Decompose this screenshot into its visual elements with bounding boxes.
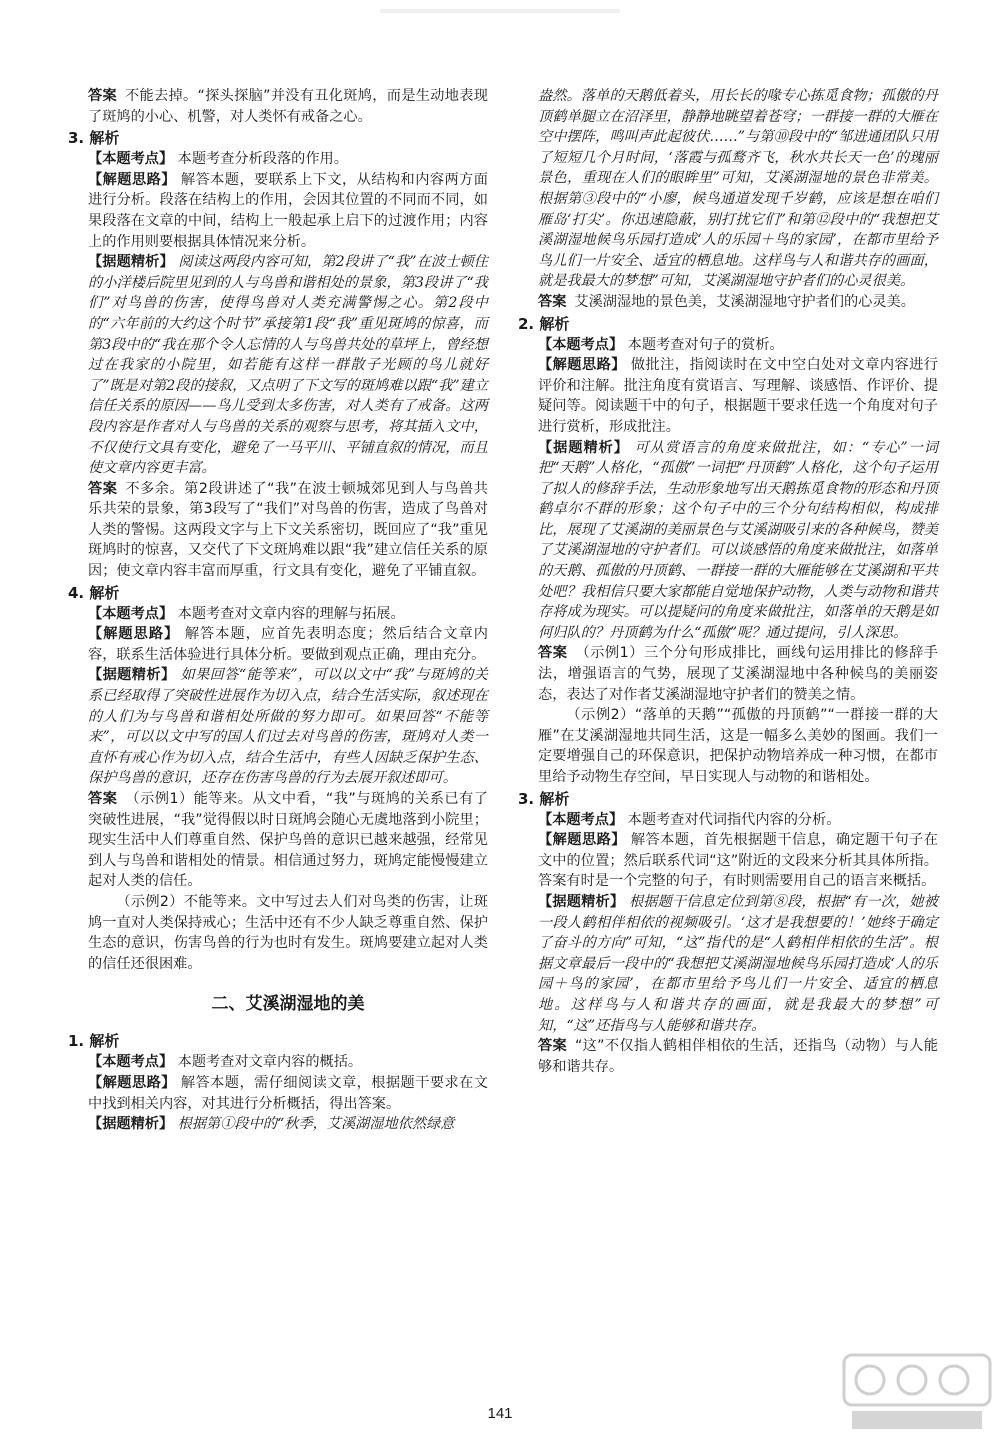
- answer-paragraph: [88, 86, 488, 127]
- paragraph-text: 解答本题，要联系上下文，从结构和内容两方面进行分析。段落在结构上的作用，会因其位置的不同而不同，如果段落在文章的中间，结构上一般起承上启下的过渡作用；内容上的作用则要根据具体情况来分析。: [88, 171, 488, 250]
- analysis-item: [88, 1073, 488, 1114]
- question-heading: 2. 解析: [518, 314, 570, 333]
- answer-paragraph: [538, 643, 938, 705]
- paragraph-text: 本题考查对句子的赏析。: [627, 336, 784, 353]
- paragraph-text: “这”不仅指人鹤相伴相依的生活，还指鸟（动物）与人能够和谐共存。: [538, 1038, 938, 1075]
- paragraph-text: 本题考查对文章内容的概括。: [177, 1054, 363, 1071]
- body-paragraph: [538, 86, 938, 292]
- analysis-item: [88, 1114, 488, 1135]
- answer-paragraph: [88, 789, 488, 892]
- item-label: 【本题考点】: [88, 1054, 174, 1071]
- item-label: 【本题考点】: [88, 151, 174, 168]
- item-label: 【据题精析】: [88, 667, 176, 684]
- item-label: 【本题考点】: [88, 605, 174, 622]
- paragraph-text: 根据第①段中的“秋季，艾溪湖湿地依然绿意: [177, 1116, 455, 1133]
- paragraph-text: 本题考查对代词指代内容的分析。: [627, 811, 841, 828]
- paragraph-text: 根据题干信息定位到第⑧段，根据“有一次，她被一段人鹤相伴相依的视频吸引。‘这才是我想要的！’她终于确定了奋斗的方向”可知，“这”指代的是“人鹤相伴相依的生活”。根据文章最后一段中的“我想把艾溪湖湿地候鸟乐园打造成‘人的乐园＋鸟的家园’，在都市里给予鸟儿们一片安全、适宜的栖息地。这样鸟与人和谐共存的画面，就是我最大的梦想”可知，“这”还指鸟与人能够和谐共存。: [538, 893, 938, 1034]
- item-label: 【据题精析】: [538, 893, 625, 910]
- item-label: 【解题思路】: [538, 357, 626, 374]
- analysis-item: [538, 335, 938, 356]
- analysis-item: [538, 892, 938, 1036]
- paragraph-text: （示例1）能等来。从文中看，“我”与斑鸠的关系已有了突破性进展，“我”觉得假以时日斑鸠会随心无虞地落到小院里；现实生活中人们尊重自然、保护鸟兽的意识已越来越强，经常见到人与鸟兽和谐相处的情景。相信通过努力，斑鸠定能慢慢建立起对人类的信任。: [88, 791, 488, 890]
- answer-label: 答案: [538, 293, 567, 310]
- analysis-item: [88, 1052, 488, 1073]
- analysis-item: [538, 830, 938, 892]
- paragraph-text: 如果回答“能等来”，可以以文中“我”与斑鸠的关系已经取得了突破性进展作为切入点，结合生活实际，叙述现在的人们为与鸟兽和谐相处所做的努力即可。如果回答“不能等来”，可以以文中写的国人们过去对鸟兽的伤害，斑鸠对人类一直怀有戒心作为切入点，结合生活中，有些人因缺乏保护生态、保护鸟兽的意识，还存在伤害鸟兽的行为去展开叙述即可。: [88, 667, 488, 787]
- paragraph-text: 本题考查对文章内容的理解与拓展。: [177, 605, 405, 622]
- item-label: 【解题思路】: [538, 832, 626, 849]
- analysis-item: [88, 149, 488, 170]
- answer-label: 答案: [88, 791, 118, 807]
- analysis-item: [88, 624, 488, 665]
- watermark-logo: [842, 1353, 992, 1435]
- item-label: 【据题精析】: [88, 254, 174, 271]
- paragraph-text: （示例1）三个分句形成排比，画线句运用排比的修辞手法，增强语言的气势，展现了艾溪湖湿地中各种候鸟的美丽姿态，表达了对作者艾溪湖湿地守护者们的赞美之情。: [538, 645, 938, 703]
- paragraph-text: （示例2）不能等来。文中写过去人们对鸟类的伤害，让斑鸠一直对人类保持戒心；生活中还有不少人缺乏尊重自然、保护生态的意识，伤害鸟兽的行为也时有发生。斑鸠要建立起对人类的信任还很困难。: [88, 893, 488, 972]
- page-number: 141: [487, 1405, 513, 1422]
- paragraph-text: （示例2）“落单的天鹅”“孤傲的丹顶鹤”“一群接一群的大雁”在艾溪湖湿地共同生活，这是一幅多么美妙的图画。我们一定要增强自己的环保意识，把保护动物培养成一种习惯，在都市里给予动物生存空间，早日实现人与动物的和谐相处。: [538, 707, 938, 785]
- answer-label: 答案: [88, 480, 118, 497]
- analysis-item: [88, 252, 488, 479]
- analysis-item: [538, 438, 938, 644]
- paragraph-text: 阅读这两段内容可知，第2段讲了“我”在波士顿住的小洋楼后院里见到的人与鸟兽和谐相处的景象，第3段讲了“我们”对鸟兽的伤害，使得鸟兽对人类充满警惕之心。第2段中的“六年前的大约这个时节”承接第1段“我”重见斑鸠的惊喜，而第3段中的“我在那个令人忘情的人与鸟兽共处的草坪上，曾经想过在我家的小院里，如若能有这样一群散子光顾的鸟儿就好了”既是对第2段的接叙，又点明了下文写的斑鸠难以跟“我”建立信任关系的原因——鸟儿受到太多伤害，对人类有了戒备。这两段内容是作者对人与鸟兽的关系的观察与思考，将其插入文中，不仅使行文具有变化，避免了一马平川、平铺直叙的情况，而且使文章内容更丰富。: [88, 254, 488, 477]
- paragraph-text: 解答本题，应首先表明态度；然后结合文章内容，联系生活体验进行具体分析。要做到观点正确，理由充分。: [88, 626, 488, 663]
- answer-label: 答案: [538, 1038, 567, 1055]
- body-paragraph: [88, 892, 488, 974]
- question-heading: 3. 解析: [68, 129, 120, 148]
- question-heading: 4. 解析: [68, 583, 120, 602]
- question-heading: 1. 解析: [68, 1032, 120, 1051]
- answer-paragraph: [538, 1036, 938, 1077]
- analysis-item: [88, 665, 488, 789]
- item-label: 【本题考点】: [538, 811, 624, 828]
- analysis-item: [88, 604, 488, 625]
- answer-paragraph: [538, 292, 938, 313]
- answer-label: 答案: [538, 645, 568, 662]
- paragraph-text: 解答本题，首先根据题干信息，确定题干句子在文中的位置；然后联系代词“这”附近的文段来分析其具体所指。答案有时是一个完整的句子，有时则需要用自己的语言来概括。: [538, 832, 938, 890]
- left-column: [68, 86, 488, 1135]
- analysis-item: [538, 810, 938, 831]
- paragraph-text: 不能去掉。“探头探脑”并没有丑化斑鸠，而是生动地表现了斑鸠的小心、机警，对人类怀有戒备之心。: [88, 88, 488, 125]
- analysis-item: [88, 170, 488, 252]
- question-heading: 3. 解析: [518, 789, 570, 808]
- paragraph-text: 可从赏语言的角度来做批注，如：“专心”一词把“天鹅”人格化，“孤傲”一词把“丹顶鹤”人格化，这个句子运用了拟人的修辞手法，生动形象地写出天鹅拣觅食物的形态和丹顶鹤卓尔不群的形象；这个句子中的三个分句结构相似，构成排比，展现了艾溪湖的美丽景色与艾溪湖吸引来的各种候鸟，赞美了艾溪湖湿地的守护者们。可以谈感悟的角度来做批注，如落单的天鹅、孤傲的丹顶鹤、一群接一群的大雁能够在艾溪湖和平共处吧？我相信只要大家都能自觉地保护动物，人类与动物和谐共存将成为现实。可以提疑问的角度来做批注，如落单的天鹅是如何归队的？丹顶鹤为什么“孤傲”呢？通过提问，引人深思。: [538, 439, 938, 641]
- item-label: 【解题思路】: [88, 171, 176, 188]
- item-label: 【据题精析】: [538, 439, 629, 456]
- body-paragraph: [538, 705, 938, 787]
- answer-label: 答案: [88, 88, 117, 104]
- top-scan-artifact: [380, 6, 620, 16]
- item-label: 【据题精析】: [88, 1116, 174, 1133]
- item-label: 【解题思路】: [88, 1074, 176, 1091]
- answer-paragraph: [88, 479, 488, 582]
- item-label: 【解题思路】: [88, 626, 180, 643]
- paragraph-text: 艾溪湖湿地的景色美，艾溪湖湿地守护者们的心灵美。: [574, 293, 915, 310]
- section-title: 二、艾溪湖湿地的美: [211, 994, 365, 1015]
- paragraph-text: 做批注，指阅读时在文中空白处对文章内容进行评价和注解。批注角度有赏语言、写理解、谈感悟、作评价、提疑问等。阅读题干中的句子，根据题干要求任选一个角度对句子进行赏析，形成批注。: [538, 357, 938, 435]
- paragraph-text: 不多余。第2段讲述了“我”在波士顿城郊见到人与鸟兽共乐共荣的景象，第3段写了“我们”对鸟兽的伤害，造成了鸟兽对人类的警惕。这两段文字与上下文关系密切，既回应了“我”重见斑鸠时的惊喜，又交代了下文斑鸠难以跟“我”建立信任关系的原因；使文章内容丰富而厚重，行文具有变化，避免了平铺直叙。: [88, 480, 488, 580]
- paragraph-text: 本题考查分析段落的作用。: [177, 151, 348, 168]
- paragraph-text: 解答本题，需仔细阅读文章，根据题干要求在文中找到相关内容，对其进行分析概括，得出答案。: [88, 1074, 488, 1112]
- paragraph-text: 盎然。落单的天鹅低着头，用长长的喙专心拣觅食物；孤傲的丹顶鹤单腿立在沼泽里，静静地眺望着苍穹；一群接一群的大雁在空中摆阵，鸣叫声此起彼伏……”与第⑩段中的“邹进通团队只用了短短几个月时间，‘落霞与孤鹜齐飞，秋水共长天一色’的瑰丽景色，重现在人们的眼眸里”可知，艾溪湖湿地的景色非常美。根据第③段中的“小廖，候鸟通道发现千岁鹤，应该是想在咱们雁岛‘打尖’。你迅速隐蔽，别打扰它们”和第⑫段中的“我想把艾溪湖湿地候鸟乐园打造成‘人的乐园＋鸟的家园’，在都市里给予鸟儿们一片安全、适宜的栖息地。这样鸟与人和谐共存的画面，就是我最大的梦想”可知，艾溪湖湿地守护者们的心灵很美。: [538, 88, 938, 290]
- item-label: 【本题考点】: [538, 336, 624, 353]
- analysis-item: [538, 355, 938, 437]
- right-column: [518, 86, 938, 1077]
